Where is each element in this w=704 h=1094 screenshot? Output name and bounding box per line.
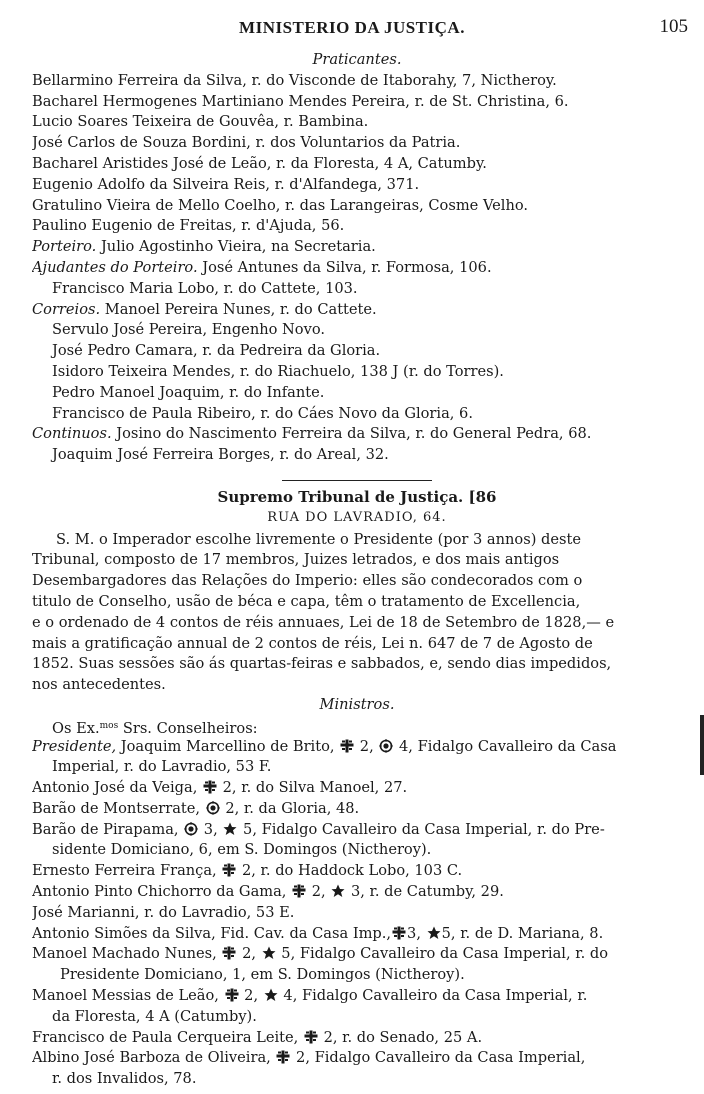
entry-rest: 4, Fidalgo Cavalleiro da Casa Imperial, r. [278,987,588,1005]
correio-entry: Isidoro Teixeira Mendes, r. do Riachuelo, 138 J (r. do Torres). [52,362,504,380]
paragraph-line: S. M. o Imperador escolhe livremente o Presidente (por 3 annos) deste [56,530,582,548]
minister-entry [32,924,682,945]
entry-rest: 2, Fidalgo Cavalleiro da Casa Imperial, [291,1049,586,1067]
praticante-entry: Bellarmino Ferreira da Silva, r. do Visconde de Itaborahy, 7, Nictheroy. [32,71,557,89]
page-header [0,18,704,46]
praticante-entry: Lucio Soares Teixeira de Gouvêa, r. Bambina. [32,113,369,131]
correios-text: Manoel Pereira Nunes, r. do Cattete. [104,300,377,318]
page-number: 105 [659,16,688,37]
minister-name: Francisco de Paula Cerqueira Leite, [32,1028,299,1046]
minister-name: Albino José Barboza de Oliveira, [32,1049,271,1067]
star-order-icon [331,884,345,898]
praticante-entry: Bacharel Aristides José de Leão, r. da Floresta, 4 A, Catumby. [32,154,487,172]
minister-entry [32,820,682,841]
order-grade: 2, [355,737,374,755]
continuos-text: Josino do Nascimento Ferreira da Silva, r. do General Pedra, 68. [116,425,592,443]
order-grade: 2, [307,883,326,901]
cross-order-icon [340,739,354,753]
entry-rest: 2, r. do Senado, 25 A. [318,1028,483,1046]
correio-entry: Pedro Manoel Joaquim, r. do Infante. [52,383,325,401]
entry-rest: 2, r. do Silva Manoel, 27. [218,779,408,797]
praticante-entry: Eugenio Adolfo da Silveira Reis, r. d'Alfandega, 371. [32,175,420,193]
minister-name: Barão de Pirapama, [32,820,179,838]
intro-text-end: Srs. Conselheiros: [118,719,258,737]
correios-entry [32,300,682,321]
cross-order-icon [304,1030,318,1044]
presidente-label: Presidente, [32,737,117,755]
porteiro-label: Porteiro. [32,238,97,256]
praticante-entry: Bacharel Hermogenes Martiniano Mendes Pereira, r. de St. Christina, 6. [32,92,569,110]
correio-entry: José Pedro Camara, r. da Pedreira da Gloria. [52,342,381,360]
section-divider [282,480,432,481]
star-order-icon [264,988,278,1002]
ajudantes-text: José Antunes da Silva, r. Formosa, 106. [202,258,492,276]
minister-entry [32,861,682,882]
praticante-entry: Gratulino Vieira de Mello Coelho, r. das Larangeiras, Cosme Velho. [32,196,529,214]
entry-rest: 4, Fidalgo Cavalleiro da Casa [394,737,617,755]
ajudante-entry: Francisco Maria Lobo, r. do Cattete, 103. [52,279,358,297]
order-grade: 2, [239,987,259,1005]
praticante-entry: Paulino Eugenio de Freitas, r. d'Ajuda, 56. [32,217,345,235]
tribunal-paragraph [32,529,682,695]
minister-entry-presidente [32,737,682,758]
text-column [32,50,682,1090]
star-order-icon [223,822,237,836]
cross-order-icon [203,780,217,794]
minister-entry [32,986,682,1007]
ajudantes-label: Ajudantes do Porteiro. [32,258,198,276]
entry-continuation: da Floresta, 4 A (Catumby). [52,1007,257,1025]
minister-name: Barão de Montserrate, [32,799,201,817]
entry-continuation: sidente Domiciano, 6, em S. Domingos (Nictheroy). [52,841,432,859]
tribunal-title-ref: [86 [468,487,497,506]
intro-superscript: mos [99,720,119,731]
cross-order-icon [222,946,236,960]
intro-text: Os Ex. [52,719,100,737]
section-heading-praticantes: Praticantes. [312,51,402,68]
rose-order-icon [379,739,393,753]
entry-rest: 3, r. de Catumby, 29. [346,883,504,901]
minister-entry [32,1028,682,1049]
entry-rest: 5, Fidalgo Cavalleiro da Casa Imperial, r. do Pre- [238,820,605,838]
star-order-icon [262,946,276,960]
entry-continuation: Imperial, r. do Lavradio, 53 F. [52,758,272,776]
minister-entry: José Marianni, r. do Lavradio, 53 E. [32,903,295,921]
cross-order-icon [292,884,306,898]
page-edge-mark [700,715,704,775]
presidente-name: Joaquim Marcellino de Brito, [116,737,335,755]
entry-continuation: r. dos Invalidos, 78. [52,1070,197,1088]
order-grade: 2, [237,945,257,963]
minister-entry [32,778,682,799]
running-title: MINISTERIO DA JUSTIÇA. [239,18,465,37]
cross-order-icon [225,988,239,1002]
continuo-entry: Joaquim José Ferreira Borges, r. do Areal, 32. [52,446,389,464]
ministros-intro [32,716,682,737]
minister-entry [32,799,682,820]
porteiro-text: Julio Agostinho Vieira, na Secretaria. [100,238,376,256]
continuos-entry [32,424,682,445]
correio-entry: Servulo José Pereira, Engenho Novo. [52,321,326,339]
continuos-label: Continuos. [32,425,112,443]
paragraph-line: Tribunal, composto de 17 membros, Juizes letrados, e dos mais antigos [32,551,560,569]
tribunal-title [32,487,682,508]
paragraph-line: titulo de Conselho, usão de béca e capa, têm o tratamento de Excellencia, [32,592,581,610]
entry-rest: 5, r. de D. Mariana, 8. [441,924,604,942]
paragraph-line: e o ordenado de 4 contos de réis annuaes, Lei de 18 de Setembro de 1828,— e [32,613,615,631]
paragraph-line: nos antecedentes. [32,676,166,694]
cross-order-icon [276,1050,290,1064]
cross-order-icon [222,863,236,877]
correio-entry: Francisco de Paula Ribeiro, r. do Cáes Novo da Gloria, 6. [52,404,473,422]
minister-entry [32,944,682,965]
minister-name: Ernesto Ferreira França, [32,862,217,880]
paragraph-line: mais a gratificação annual de 2 contos de réis, Lei n. 647 de 7 de Agosto de [32,634,593,652]
section-heading-ministros: Ministros. [319,695,395,713]
minister-name: Manoel Machado Nunes, [32,945,217,963]
star-order-icon [427,926,441,940]
porteiro-entry [32,237,682,258]
rose-order-icon [184,822,198,836]
minister-name: Antonio Pinto Chichorro da Gama, [32,883,287,901]
entry-rest: 5, Fidalgo Cavalleiro da Casa Imperial, r. do [276,945,609,963]
order-grade: 3, [407,924,421,942]
tribunal-title-text: Supremo Tribunal de Justiça. [217,487,464,506]
cross-order-icon [392,926,406,940]
paragraph-line: 1852. Suas sessões são ás quartas-feiras e sabbados, e, sendo dias impedidos, [32,655,612,673]
paragraph-line: Desembargadores das Relações do Imperio: elles são condecorados com o [32,572,583,590]
entry-rest: 2, r. da Gloria, 48. [220,799,360,817]
minister-name: Manoel Messias de Leão, [32,987,219,1005]
rose-order-icon [206,801,220,815]
entry-rest: 2, r. do Haddock Lobo, 103 C. [237,862,463,880]
entry-continuation: Presidente Domiciano, 1, em S. Domingos (Nictheroy). [60,966,465,984]
order-grade: 3, [199,820,218,838]
minister-name: Antonio Simões da Silva, Fid. Cav. da Casa Imp., [32,924,392,942]
minister-entry [32,882,682,903]
correios-label: Correios. [32,300,101,318]
minister-name: Antonio José da Veiga, [32,779,198,797]
ajudantes-entry [32,258,682,279]
praticante-entry: José Carlos de Souza Bordini, r. dos Voluntarios da Patria. [32,134,461,152]
tribunal-address: RUA DO LAVRADIO, 64. [267,509,447,525]
minister-entry [32,1048,682,1069]
